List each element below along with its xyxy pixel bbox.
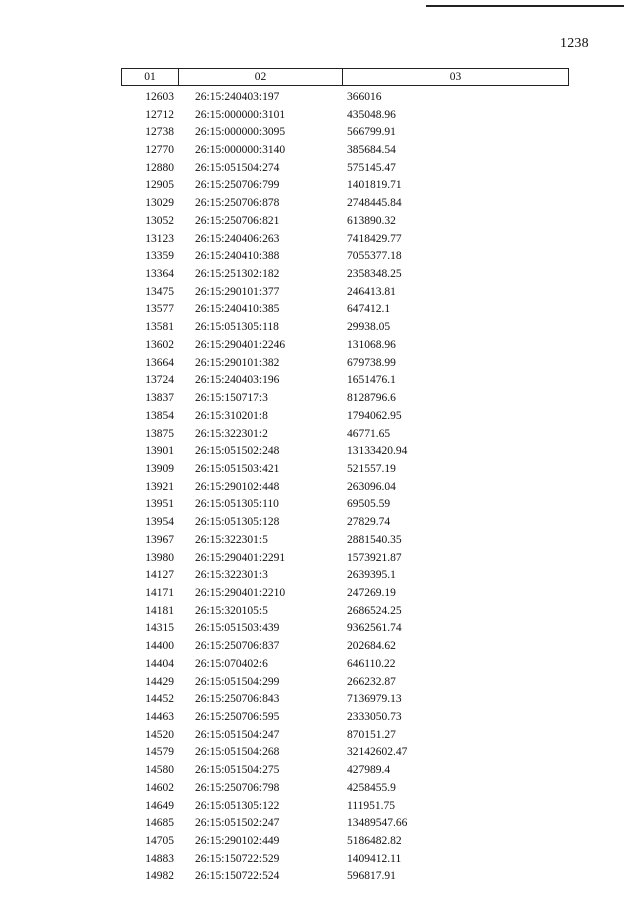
table-row bbox=[121, 531, 569, 549]
cell-id: 12770 bbox=[145, 144, 174, 157]
cell-id: 13359 bbox=[145, 250, 174, 263]
cell-id: 14685 bbox=[145, 817, 174, 830]
table-row bbox=[121, 637, 569, 655]
cell-value: 27829.74 bbox=[347, 516, 391, 529]
cell-value: 32142602.47 bbox=[347, 746, 408, 759]
data-table bbox=[121, 68, 569, 885]
cell-cadastral-number: 26:15:290102:448 bbox=[195, 480, 280, 493]
cell-id: 13052 bbox=[145, 214, 174, 227]
cell-value: 69505.59 bbox=[347, 498, 391, 511]
cell-id: 13602 bbox=[145, 338, 174, 351]
cell-cadastral-number: 26:15:051305:128 bbox=[195, 516, 280, 529]
cell-cadastral-number: 26:15:322301:5 bbox=[195, 533, 268, 546]
cell-cadastral-number: 26:15:322301:2 bbox=[195, 427, 268, 440]
cell-value: 7055377.18 bbox=[347, 250, 402, 263]
table-row bbox=[121, 283, 569, 301]
table-row bbox=[121, 177, 569, 195]
cell-cadastral-number: 26:15:250706:799 bbox=[195, 179, 280, 192]
table-row bbox=[121, 673, 569, 691]
cell-id: 14404 bbox=[145, 657, 174, 670]
cell-cadastral-number: 26:15:290401:2246 bbox=[195, 338, 286, 351]
cell-cadastral-number: 26:15:051504:299 bbox=[195, 675, 280, 688]
cell-cadastral-number: 26:15:290101:382 bbox=[195, 356, 280, 369]
cell-cadastral-number: 26:15:310201:8 bbox=[195, 409, 268, 422]
cell-value: 13489547.66 bbox=[347, 817, 408, 830]
cell-id: 13967 bbox=[145, 533, 174, 546]
table-row bbox=[121, 141, 569, 159]
table-row bbox=[121, 247, 569, 265]
cell-id: 14580 bbox=[145, 764, 174, 777]
cell-id: 14520 bbox=[145, 728, 174, 741]
table-row bbox=[121, 726, 569, 744]
cell-value: 4258455.9 bbox=[347, 781, 396, 794]
cell-id: 13909 bbox=[145, 462, 174, 475]
cell-id: 14181 bbox=[145, 604, 174, 617]
cell-cadastral-number: 26:15:250706:595 bbox=[195, 711, 280, 724]
table-row bbox=[121, 779, 569, 797]
top-rule bbox=[426, 5, 624, 7]
cell-id: 13581 bbox=[145, 321, 174, 334]
cell-value: 435048.96 bbox=[347, 108, 396, 121]
cell-cadastral-number: 26:15:150717:3 bbox=[195, 392, 268, 405]
cell-value: 266232.87 bbox=[347, 675, 396, 688]
table-row bbox=[121, 372, 569, 390]
table-row bbox=[121, 442, 569, 460]
cell-value: 2748445.84 bbox=[347, 197, 402, 210]
cell-cadastral-number: 26:15:250706:821 bbox=[195, 214, 280, 227]
cell-cadastral-number: 26:15:051504:268 bbox=[195, 746, 280, 759]
cell-value: 111951.75 bbox=[347, 799, 396, 812]
cell-value: 202684.62 bbox=[347, 640, 396, 653]
cell-id: 14649 bbox=[145, 799, 174, 812]
cell-value: 521557.19 bbox=[347, 462, 396, 475]
cell-cadastral-number: 26:15:051504:247 bbox=[195, 728, 280, 741]
cell-value: 427989.4 bbox=[347, 764, 391, 777]
cell-cadastral-number: 26:15:051305:118 bbox=[195, 321, 279, 334]
table-row bbox=[121, 212, 569, 230]
cell-cadastral-number: 26:15:051504:274 bbox=[195, 161, 280, 174]
table-row bbox=[121, 106, 569, 124]
cell-id: 13724 bbox=[145, 374, 174, 387]
cell-cadastral-number: 26:15:240406:263 bbox=[195, 232, 280, 245]
table-row bbox=[121, 761, 569, 779]
cell-id: 14315 bbox=[145, 622, 174, 635]
cell-cadastral-number: 26:15:250706:878 bbox=[195, 197, 280, 210]
table-header bbox=[121, 68, 569, 86]
cell-cadastral-number: 26:15:000000:3095 bbox=[195, 126, 286, 139]
cell-id: 14127 bbox=[145, 569, 174, 582]
cell-value: 679738.99 bbox=[347, 356, 396, 369]
cell-cadastral-number: 26:15:250706:837 bbox=[195, 640, 280, 653]
cell-cadastral-number: 26:15:322301:3 bbox=[195, 569, 268, 582]
cell-id: 14400 bbox=[145, 640, 174, 653]
table-row bbox=[121, 318, 569, 336]
cell-value: 1409412.11 bbox=[347, 852, 402, 865]
cell-value: 1401819.71 bbox=[347, 179, 402, 192]
cell-id: 12738 bbox=[145, 126, 174, 139]
table-row bbox=[121, 123, 569, 141]
cell-value: 13133420.94 bbox=[347, 445, 408, 458]
table-row bbox=[121, 496, 569, 514]
cell-id: 14171 bbox=[145, 586, 174, 599]
cell-value: 29938.05 bbox=[347, 321, 391, 334]
table-row bbox=[121, 354, 569, 372]
table-body bbox=[121, 88, 569, 885]
table-row bbox=[121, 655, 569, 673]
cell-id: 14883 bbox=[145, 852, 174, 865]
cell-id: 13951 bbox=[145, 498, 174, 511]
table-row bbox=[121, 814, 569, 832]
cell-id: 13980 bbox=[145, 551, 174, 564]
cell-id: 13875 bbox=[145, 427, 174, 440]
cell-value: 5186482.82 bbox=[347, 835, 402, 848]
table-row bbox=[121, 513, 569, 531]
cell-value: 46771.65 bbox=[347, 427, 391, 440]
cell-id: 12712 bbox=[145, 108, 174, 121]
cell-value: 1794062.95 bbox=[347, 409, 402, 422]
cell-cadastral-number: 26:15:051305:122 bbox=[195, 799, 280, 812]
cell-cadastral-number: 26:15:051503:439 bbox=[195, 622, 280, 635]
table-row bbox=[121, 194, 569, 212]
page-number: 1238 bbox=[560, 36, 589, 51]
cell-value: 1573921.87 bbox=[347, 551, 402, 564]
cell-id: 12905 bbox=[145, 179, 174, 192]
cell-id: 13664 bbox=[145, 356, 174, 369]
table-row bbox=[121, 566, 569, 584]
table-row bbox=[121, 850, 569, 868]
cell-cadastral-number: 26:15:320105:5 bbox=[195, 604, 268, 617]
table-row bbox=[121, 744, 569, 762]
cell-cadastral-number: 26:15:290401:2210 bbox=[195, 586, 286, 599]
cell-id: 13954 bbox=[145, 516, 174, 529]
table-row bbox=[121, 460, 569, 478]
table-row bbox=[121, 602, 569, 620]
cell-cadastral-number: 26:15:150722:529 bbox=[195, 852, 280, 865]
cell-value: 247269.19 bbox=[347, 586, 396, 599]
cell-cadastral-number: 26:15:240403:196 bbox=[195, 374, 280, 387]
cell-cadastral-number: 26:15:290102:449 bbox=[195, 835, 280, 848]
cell-id: 12603 bbox=[145, 90, 174, 103]
cell-id: 13837 bbox=[145, 392, 174, 405]
cell-id: 14429 bbox=[145, 675, 174, 688]
cell-value: 613890.32 bbox=[347, 214, 396, 227]
cell-cadastral-number: 26:15:150722:524 bbox=[195, 870, 280, 883]
table-row bbox=[121, 301, 569, 319]
cell-id: 14705 bbox=[145, 835, 174, 848]
table-row bbox=[121, 336, 569, 354]
table-row bbox=[121, 584, 569, 602]
cell-id: 14602 bbox=[145, 781, 174, 794]
cell-cadastral-number: 26:15:250706:798 bbox=[195, 781, 280, 794]
cell-value: 2639395.1 bbox=[347, 569, 396, 582]
cell-cadastral-number: 26:15:240410:388 bbox=[195, 250, 280, 263]
table-row bbox=[121, 620, 569, 638]
cell-value: 385684.54 bbox=[347, 144, 396, 157]
cell-cadastral-number: 26:15:290401:2291 bbox=[195, 551, 286, 564]
cell-cadastral-number: 26:15:240410:385 bbox=[195, 303, 280, 316]
table-row bbox=[121, 88, 569, 106]
cell-value: 2881540.35 bbox=[347, 533, 402, 546]
cell-value: 7136979.13 bbox=[347, 693, 402, 706]
table-row bbox=[121, 159, 569, 177]
column-header-02: 02 bbox=[179, 69, 343, 85]
cell-id: 13854 bbox=[145, 409, 174, 422]
cell-id: 13577 bbox=[145, 303, 174, 316]
table-row bbox=[121, 425, 569, 443]
cell-id: 14579 bbox=[145, 746, 174, 759]
table-row bbox=[121, 549, 569, 567]
table-row bbox=[121, 265, 569, 283]
cell-cadastral-number: 26:15:070402:6 bbox=[195, 657, 268, 670]
table-row bbox=[121, 832, 569, 850]
table-row bbox=[121, 708, 569, 726]
cell-id: 12880 bbox=[145, 161, 174, 174]
cell-value: 596817.91 bbox=[347, 870, 396, 883]
cell-cadastral-number: 26:15:000000:3101 bbox=[195, 108, 286, 121]
cell-id: 13029 bbox=[145, 197, 174, 210]
cell-value: 647412.1 bbox=[347, 303, 391, 316]
cell-cadastral-number: 26:15:051502:247 bbox=[195, 817, 280, 830]
cell-value: 131068.96 bbox=[347, 338, 396, 351]
cell-id: 13123 bbox=[145, 232, 174, 245]
cell-value: 366016 bbox=[347, 90, 382, 103]
cell-id: 14452 bbox=[145, 693, 174, 706]
cell-id: 13921 bbox=[145, 480, 174, 493]
cell-id: 13901 bbox=[145, 445, 174, 458]
cell-value: 8128796.6 bbox=[347, 392, 396, 405]
cell-cadastral-number: 26:15:051305:110 bbox=[195, 498, 279, 511]
cell-value: 646110.22 bbox=[347, 657, 396, 670]
cell-id: 14463 bbox=[145, 711, 174, 724]
cell-value: 246413.81 bbox=[347, 285, 396, 298]
cell-cadastral-number: 26:15:290101:377 bbox=[195, 285, 280, 298]
cell-cadastral-number: 26:15:051502:248 bbox=[195, 445, 280, 458]
cell-id: 13364 bbox=[145, 268, 174, 281]
cell-value: 575145.47 bbox=[347, 161, 396, 174]
cell-cadastral-number: 26:15:051504:275 bbox=[195, 764, 280, 777]
cell-value: 7418429.77 bbox=[347, 232, 402, 245]
cell-value: 263096.04 bbox=[347, 480, 396, 493]
cell-value: 870151.27 bbox=[347, 728, 396, 741]
cell-value: 2686524.25 bbox=[347, 604, 402, 617]
cell-id: 14982 bbox=[145, 870, 174, 883]
table-row bbox=[121, 230, 569, 248]
table-row bbox=[121, 797, 569, 815]
cell-value: 566799.91 bbox=[347, 126, 396, 139]
cell-cadastral-number: 26:15:251302:182 bbox=[195, 268, 280, 281]
column-header-01: 01 bbox=[122, 69, 179, 85]
table-row bbox=[121, 690, 569, 708]
column-header-03: 03 bbox=[449, 71, 462, 83]
table-row bbox=[121, 868, 569, 886]
cell-value: 9362561.74 bbox=[347, 622, 402, 635]
table-row bbox=[121, 407, 569, 425]
cell-cadastral-number: 26:15:250706:843 bbox=[195, 693, 280, 706]
cell-cadastral-number: 26:15:240403:197 bbox=[195, 90, 280, 103]
cell-value: 1651476.1 bbox=[347, 374, 396, 387]
cell-cadastral-number: 26:15:000000:3140 bbox=[195, 144, 286, 157]
cell-id: 13475 bbox=[145, 285, 174, 298]
cell-value: 2358348.25 bbox=[347, 268, 402, 281]
cell-value: 2333050.73 bbox=[347, 711, 402, 724]
table-row bbox=[121, 389, 569, 407]
cell-cadastral-number: 26:15:051503:421 bbox=[195, 462, 280, 475]
table-row bbox=[121, 478, 569, 496]
